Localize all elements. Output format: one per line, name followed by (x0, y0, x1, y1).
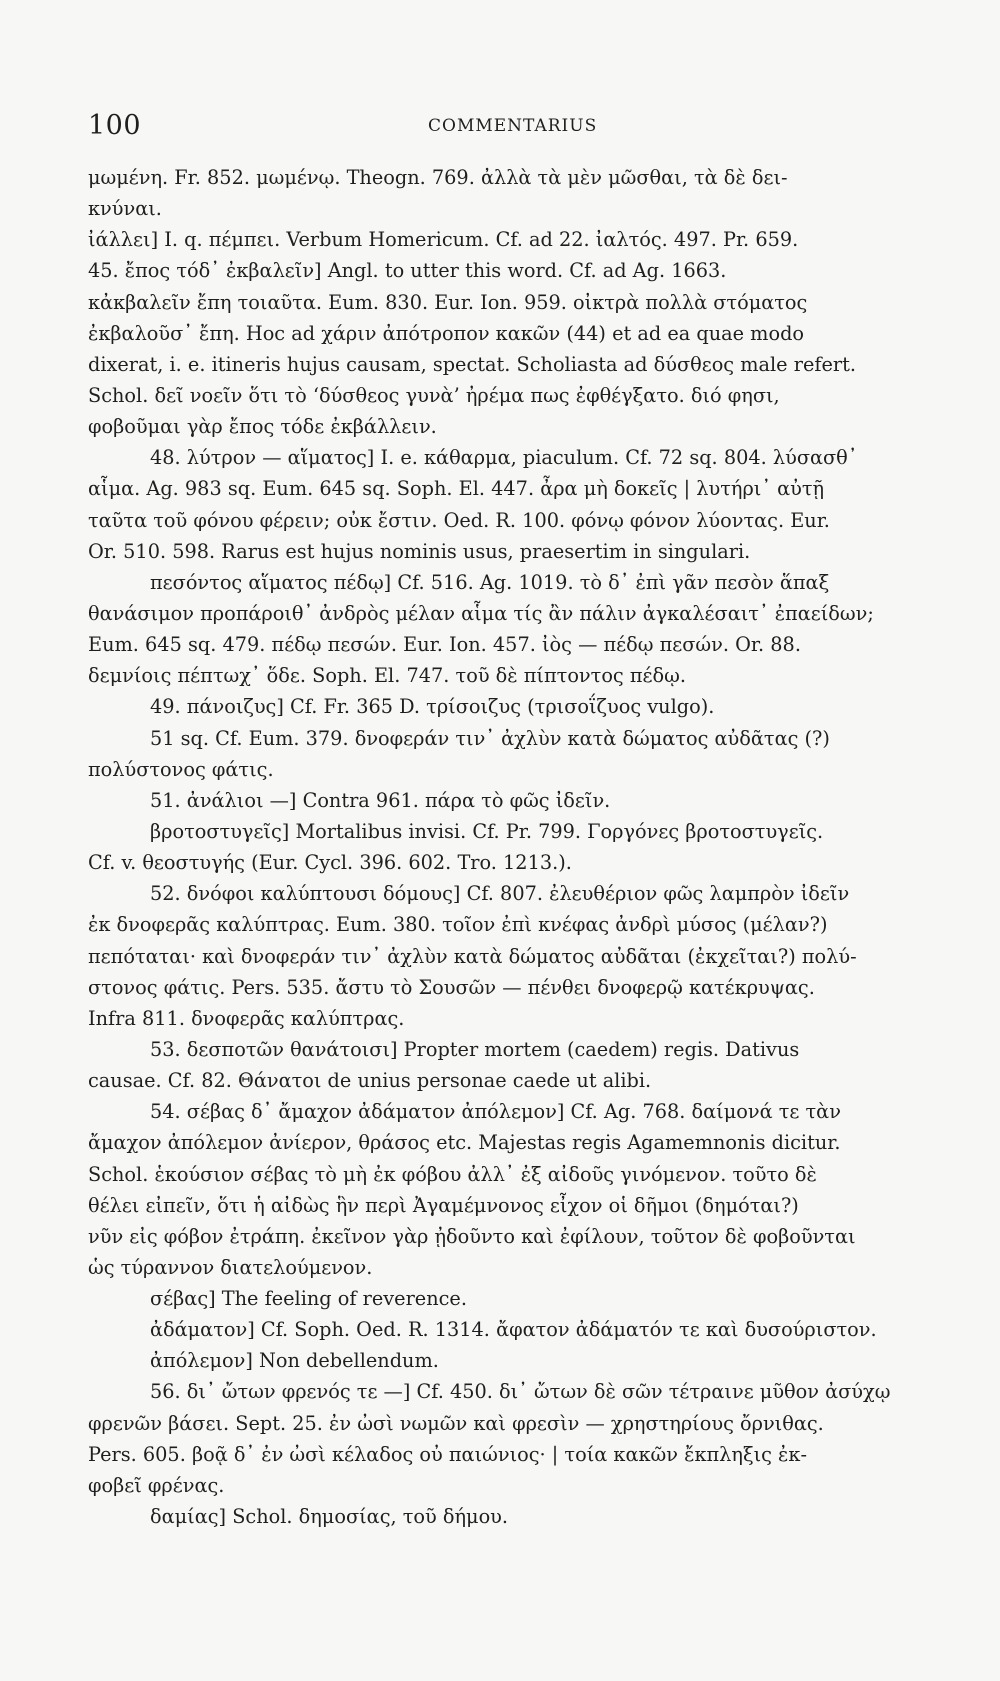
text-line: ἄμαχον ἀπόλεμον ἀνίερον, θράσος etc. Majestas regis Agamemnonis dicitur. (88, 1131, 841, 1155)
page-number: 100 (88, 110, 142, 141)
text-line: κνύναι. (88, 197, 162, 221)
text-line: νῦν εἰς φόβον ἐτράπη. ἐκεῖνον γὰρ ᾐδοῦντο καὶ ἐφίλουν, τοῦτον δὲ φοβοῦνται (88, 1224, 856, 1248)
text-line: δαμίας] Schol. δημοσίας, τοῦ δήμου. (150, 1505, 509, 1529)
text-line: ἐκβαλοῦσ᾽ ἔπη. Hoc ad χάριν ἀπότροπον κακῶν (44) et ad ea quae modo (88, 321, 805, 345)
text-line: δεμνίοις πέπτωχ᾽ ὅδε. Soph. El. 747. τοῦ δὲ πίπτοντος πέδῳ. (88, 664, 686, 688)
text-line: ἀδάματον] Cf. Soph. Oed. R. 1314. ἄφατον ἀδάματόν τε καὶ δυσούριστον. (150, 1318, 877, 1342)
text-line: ἀπόλεμον] Non debellendum. (150, 1349, 439, 1373)
text-line: 49. πάνοιζυς] Cf. Fr. 365 D. τρίσοιζυς (τρισοΐζυος vulgo). (150, 695, 715, 719)
text-line: Schol. δεῖ νοεῖν ὅτι τὸ ‘δύσθεος γυνὰ’ ἠρέμα πως ἐφθέγξατο. διό φησι, (88, 383, 780, 407)
text-line: θέλει εἰπεῖν, ὅτι ἡ αἰδὼς ἣν περὶ Ἀγαμέμνονος εἶχον οἱ δῆμοι (δημόται?) (88, 1193, 799, 1217)
text-line: πεπόταται· καὶ δνοφεράν τιν᾽ ἀχλὺν κατὰ δώματος αὐδᾶται (ἐκχεῖται?) πολύ- (88, 944, 857, 968)
running-head: COMMENTARIUS (428, 116, 598, 136)
text-line: Eum. 645 sq. 479. πέδῳ πεσών. Eur. Ion. 457. ἰὸς — πέδῳ πεσών. Or. 88. (88, 633, 801, 657)
text-line: 54. σέβας δ᾽ ἄμαχον ἀδάματον ἀπόλεμον] Cf. Ag. 768. δαίμονά τε τὰν (150, 1100, 841, 1124)
text-line: στονος φάτις. Pers. 535. ἄστυ τὸ Σουσῶν — πένθει δνοφερῷ κατέκρυψας. (88, 975, 815, 999)
text-line: φρενῶν βάσει. Sept. 25. ἐν ὠσὶ νωμῶν καὶ φρεσὶν — χρηστηρίους ὄρνιθας. (88, 1411, 824, 1435)
text-line: Schol. ἑκούσιον σέβας τὸ μὴ ἐκ φόβου ἀλλ᾽ ἐξ αἰδοῦς γινόμενον. τοῦτο δὲ (88, 1162, 817, 1186)
text-line: 56. δι᾽ ὤτων φρενός τε —] Cf. 450. δι᾽ ὤτων δὲ σῶν τέτραινε μῦθον ἀσύχῳ (150, 1380, 891, 1404)
text-line: ὡς τύραννον διατελούμενον. (88, 1255, 373, 1279)
text-line: θανάσιμον προπάροιθ᾽ ἀνδρὸς μέλαν αἷμα τίς ἂν πάλιν ἀγκαλέσαιτ᾽ ἐπαείδων; (88, 601, 874, 625)
text-line: βροτοστυγεῖς] Mortalibus invisi. Cf. Pr. 799. Γοργόνες βροτοστυγεῖς. (150, 819, 824, 843)
text-line: φοβεῖ φρένας. (88, 1473, 225, 1497)
text-line: Infra 811. δνοφερᾶς καλύπτρας. (88, 1006, 405, 1030)
text-line: 52. δνόφοι καλύπτουσι δόμους] Cf. 807. ἐλευθέριον φῶς λαμπρὸν ἰδεῖν (150, 882, 850, 906)
page-header (88, 110, 938, 144)
text-line: μωμένη. Fr. 852. μωμένῳ. Theogn. 769. ἀλλὰ τὰ μὲν μῶσθαι, τὰ δὲ δει- (88, 166, 788, 189)
text-line: Cf. v. θεοστυγής (Eur. Cycl. 396. 602. Tro. 1213.). (88, 851, 572, 875)
text-line: Pers. 605. βοᾷ δ᾽ ἐν ὠσὶ κέλαδος οὐ παιώνιος· | τοία κακῶν ἔκπληξις ἐκ- (88, 1442, 807, 1466)
commentary-text (88, 162, 943, 1532)
text-line: 51 sq. Cf. Eum. 379. δνοφεράν τιν᾽ ἀχλὺν κατὰ δώματος αὐδᾶτας (?) (150, 726, 830, 750)
text-line: Or. 510. 598. Rarus est hujus nominis usus, praesertim in singulari. (88, 539, 751, 563)
text-line: 51. ἀνάλιοι —] Contra 961. πάρα τὸ φῶς ἰδεῖν. (150, 788, 611, 812)
text-line: 53. δεσποτῶν θανάτοισι] Propter mortem (caedem) regis. Dativus (150, 1037, 800, 1061)
text-line: dixerat, i. e. itineris hujus causam, spectat. Scholiasta ad δύσθεος male refert. (88, 352, 856, 376)
text-line: σέβας] The feeling of reverence. (150, 1287, 467, 1311)
text-line: causae. Cf. 82. Θάνατοι de unius personae caede ut alibi. (88, 1069, 652, 1093)
text-line: πεσόντος αἵματος πέδῳ] Cf. 516. Ag. 1019. τὸ δ᾽ ἐπὶ γᾶν πεσὸν ἅπαξ (150, 570, 830, 594)
text-line: πολύστονος φάτις. (88, 757, 274, 781)
text-line: 48. λύτρον — αἵματος] I. e. κάθαρμα, piaculum. Cf. 72 sq. 804. λύσασθ᾽ (150, 446, 858, 470)
text-line: ἰάλλει] I. q. πέμπει. Verbum Homericum. Cf. ad 22. ἰαλτός. 497. Pr. 659. (88, 228, 799, 252)
text-line: αἷμα. Ag. 983 sq. Eum. 645 sq. Soph. El. 447. ἆρα μὴ δοκεῖς | λυτήρι᾽ αὐτῇ (88, 477, 825, 501)
text-line: ἐκ δνοφερᾶς καλύπτρας. Eum. 380. τοῖον ἐπὶ κνέφας ἀνδρὶ μύσος (μέλαν?) (88, 913, 828, 937)
text-line: κἀκβαλεῖν ἔπη τοιαῦτα. Eum. 830. Eur. Ion. 959. οἰκτρὰ πολλὰ στόματος (88, 290, 808, 314)
text-line: ταῦτα τοῦ φόνου φέρειν; οὐκ ἔστιν. Oed. R. 100. φόνῳ φόνον λύοντας. Eur. (88, 508, 830, 532)
text-line: 45. ἔπος τόδ᾽ ἐκβαλεῖν] Angl. to utter this word. Cf. ad Ag. 1663. (88, 259, 727, 283)
text-line: φοβοῦμαι γὰρ ἔπος τόδε ἐκβάλλειν. (88, 415, 437, 439)
